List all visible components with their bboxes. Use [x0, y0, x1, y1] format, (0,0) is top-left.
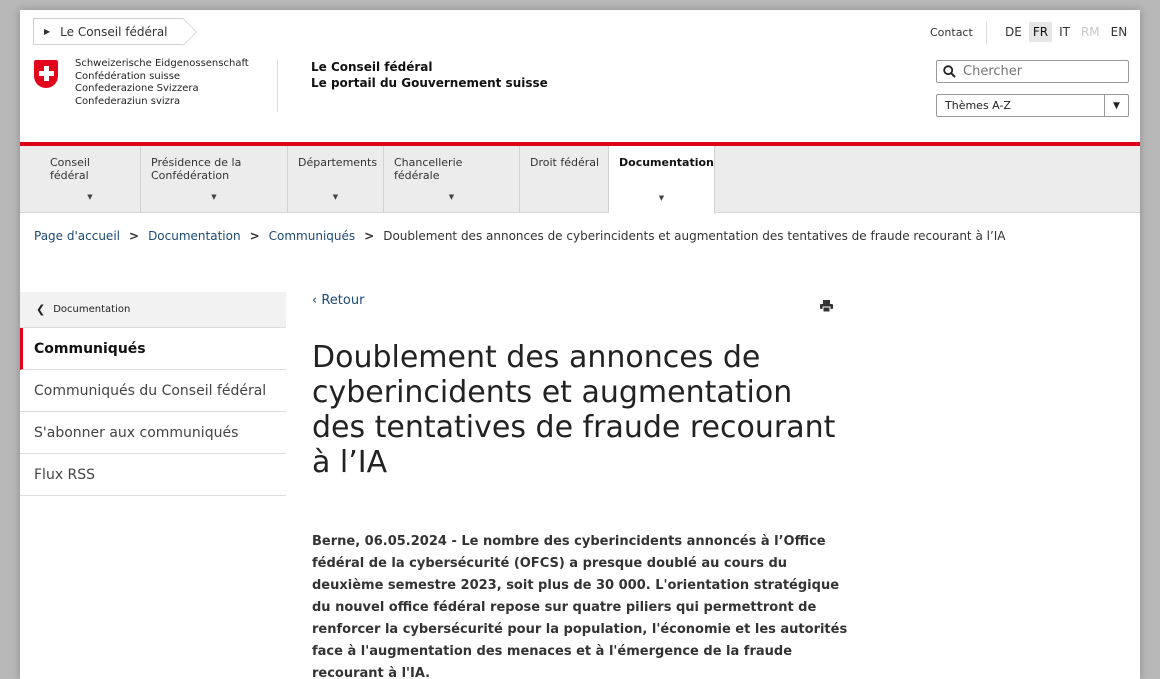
nav-documentation-label: Documentation	[619, 156, 714, 169]
breadcrumb-home[interactable]: Page d'accueil	[34, 229, 120, 243]
confederation-name-rm: Confederaziun svizra	[75, 95, 181, 107]
chevron-left-icon: ❮	[36, 303, 46, 316]
chevron-down-icon: ▼	[448, 193, 455, 201]
back-link[interactable]: ‹ Retour	[312, 293, 365, 308]
nav-conseil-federal-label: Conseil fédéral	[50, 156, 90, 182]
sidebar-item-label: S'abonner aux communiqués	[34, 424, 239, 441]
nav-departements-label: Départements	[298, 156, 378, 169]
nav-presidence-label: Présidence de la Confédération	[151, 156, 242, 182]
nav-presidence[interactable]	[141, 146, 288, 213]
breadcrumb-communiques[interactable]: Communiqués	[268, 229, 356, 243]
confederation-name-de: Schweizerische Eidgenossenschaft	[75, 58, 249, 69]
caret-down-icon[interactable]: ▼	[1104, 95, 1128, 116]
sidebar-item-label: Flux RSS	[34, 466, 96, 483]
confederation-name-it: Confederazione Svizzera	[75, 83, 199, 94]
chevron-right-icon: >	[364, 229, 375, 243]
themes-select-value: Thèmes A-Z	[945, 99, 1011, 112]
search-box[interactable]	[936, 60, 1129, 83]
header	[20, 10, 1140, 142]
chevron-down-icon: ▼	[211, 193, 217, 201]
page	[20, 10, 1140, 679]
nav-departements[interactable]	[288, 146, 384, 213]
sidebar-back-documentation[interactable]	[20, 292, 286, 328]
sidebar-item-flux-rss[interactable]	[20, 454, 286, 496]
chevron-right-icon: >	[249, 229, 260, 243]
sidebar-back-label: Documentation	[53, 304, 131, 315]
search-input[interactable]	[963, 64, 1113, 79]
lang-fr[interactable]: FR	[1029, 22, 1052, 42]
nav-droit-federal-label: Droit fédéral	[530, 156, 600, 169]
sidebar-item-label: Communiqués	[34, 340, 146, 357]
chevron-right-icon: >	[129, 229, 140, 243]
portal-title[interactable]	[311, 59, 548, 91]
conseil-federal-tab-label: Le Conseil fédéral	[60, 24, 168, 39]
breadcrumb-current: Doublement des annonces de cyberincidents et augmentation des tentatives de fraude recourant à l’IA	[383, 229, 1006, 243]
confederation-names[interactable]	[75, 58, 249, 108]
language-divider	[986, 22, 987, 44]
nav-chancellerie-label: Chancellerie fédérale	[394, 156, 463, 182]
nav-chancellerie[interactable]	[384, 146, 520, 213]
chevron-down-icon: ▼	[87, 193, 93, 201]
sidebar-item-communiques-conseil[interactable]	[20, 370, 286, 412]
lang-rm: RM	[1080, 25, 1100, 39]
nav-droit-federal[interactable]	[520, 146, 609, 213]
triangle-right-icon: ▶	[44, 27, 51, 36]
chevron-down-icon: ▼	[332, 193, 339, 201]
header-divider	[277, 60, 278, 112]
language-switcher	[1001, 22, 1134, 42]
search-icon	[943, 65, 956, 78]
lead-paragraph: Berne, 06.05.2024 - Le nombre des cyberincidents annoncés à l’Office fédéral de la cybersécurité (OFCS) a presque doublé au cours du deuxième semestre 2023, soit plus de 30 000. L'orientation stratégique du nouvel office fédéral repose sur quatre piliers qui permettront de renforcer la cybersécurité pour la population, l'économie et les autorités face à l'augmentation des menaces et à l'émergence de la fraude recourant à l'IA.	[312, 534, 848, 679]
sidebar-item-label: Communiqués du Conseil fédéral	[34, 382, 267, 399]
lang-de[interactable]: DE	[1005, 25, 1022, 39]
print-icon[interactable]	[820, 297, 833, 316]
portal-title-main: Le Conseil fédéral	[311, 60, 433, 74]
conseil-federal-tab[interactable]	[33, 18, 183, 45]
confederation-name-fr: Confédération suisse	[75, 70, 181, 82]
main-nav	[20, 146, 1140, 213]
lang-en[interactable]: EN	[1110, 25, 1128, 39]
swiss-cross-logo-icon[interactable]	[34, 60, 58, 88]
nav-documentation[interactable]	[609, 146, 715, 214]
contact-link[interactable]: Contact	[930, 26, 973, 39]
themes-select[interactable]	[936, 94, 1129, 117]
page-title: Doublement des annonces de cyberincidents et augmentation des tentatives de fraude recourant à l’IA	[312, 340, 836, 480]
sidebar-item-communiques[interactable]	[20, 328, 286, 370]
breadcrumb	[34, 229, 1006, 243]
chevron-down-icon: ▼	[658, 194, 665, 202]
lang-it[interactable]: IT	[1059, 25, 1070, 39]
sidebar-item-abonner[interactable]	[20, 412, 286, 454]
portal-subtitle: Le portail du Gouvernement suisse	[311, 76, 548, 90]
breadcrumb-documentation[interactable]: Documentation	[148, 229, 241, 243]
nav-conseil-federal[interactable]	[40, 146, 141, 213]
